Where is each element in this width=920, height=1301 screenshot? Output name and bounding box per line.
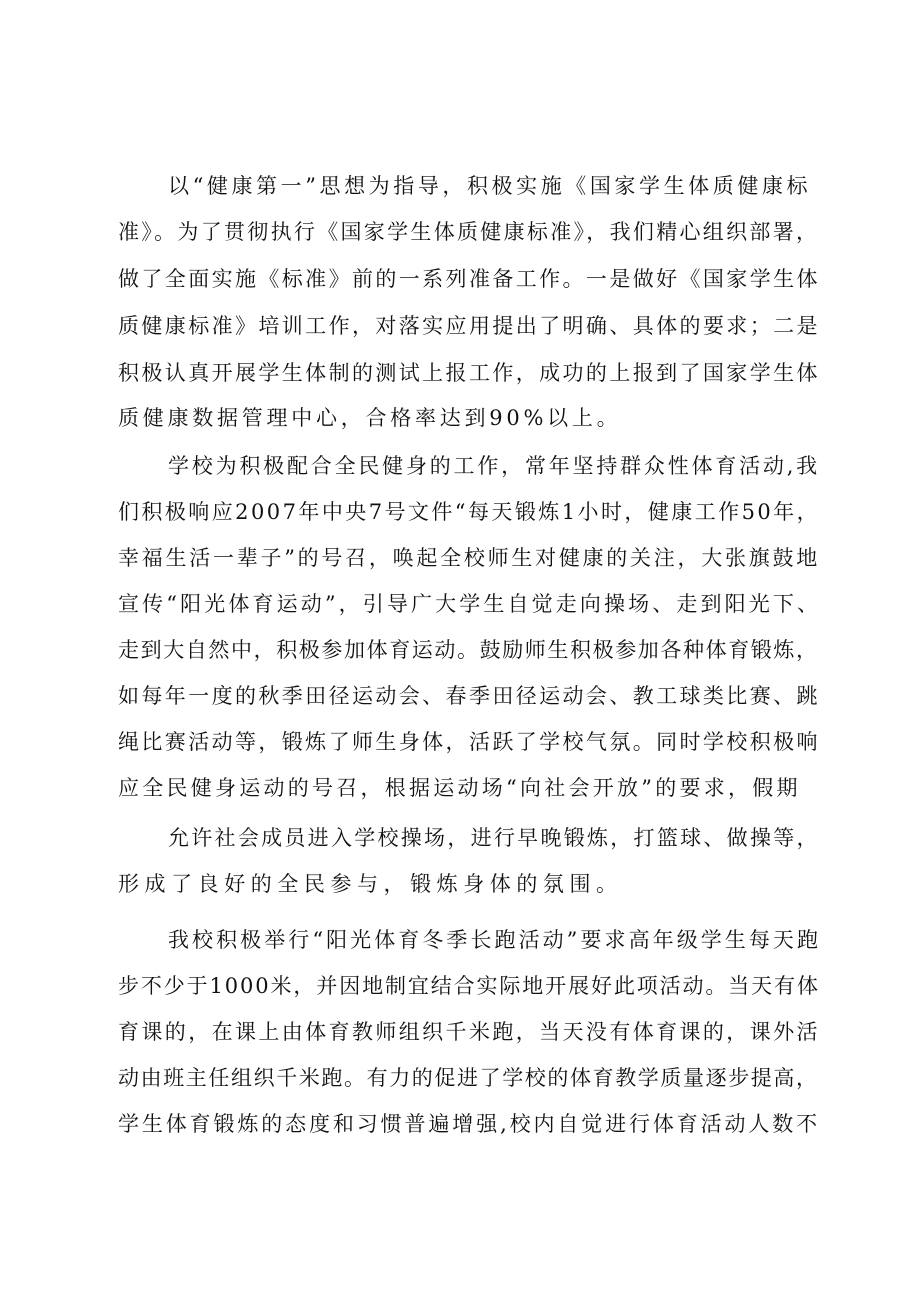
paragraph-4-line-5: 学生体育锻炼的态度和习惯普遍增强,校内自觉进行体育活动人数不 (118, 1112, 821, 1136)
paragraph-2-line-3: 幸福生活一辈子”的号召，唤起全校师生对健康的关注，大张旗鼓地 (118, 546, 820, 570)
paragraph-2-line-6: 如每年一度的秋季田径运动会、春季田径运动会、教工球类比赛、跳 (118, 684, 820, 708)
paragraph-1-line-1: 以“健康第一”思想为指导，积极实施《国家学生体质健康标 (168, 174, 812, 198)
paragraph-2-line-4: 宣传“阳光体育运动”，引导广大学生自觉走向操场、走到阳光下、 (118, 592, 822, 616)
paragraph-1-line-3: 做了全面实施《标准》前的一系列准备工作。一是做好《国家学生体 (118, 267, 820, 291)
paragraph-3-line-1: 允许社会成员进入学校操场，进行早晚锻炼，打篮球、做操等， (168, 826, 820, 850)
paragraph-2-line-7: 绳比赛活动等，锻炼了师生身体，活跃了学校气氛。同时学校积极响 (118, 730, 820, 754)
paragraph-4-line-3: 育课的，在课上由体育教师组织千米跑，当天没有体育课的，课外活 (118, 1020, 820, 1044)
paragraph-4-line-4: 动由班主任组织千米跑。有力的促进了学校的体育教学质量逐步提高， (118, 1066, 819, 1090)
paragraph-2-line-8: 应全民健身运动的号召，根据运动场“向社会开放”的要求，假期 (118, 776, 801, 800)
paragraph-2-line-5: 走到大自然中，积极参加体育运动。鼓励师生积极参加各种体育锻炼， (118, 638, 819, 662)
paragraph-4-line-2: 步不少于1000米，并因地制宜结合实际地开展好此项活动。当天有体 (118, 974, 820, 998)
paragraph-4-line-1: 我校积极举行“阳光体育冬季长跑活动”要求高年级学生每天跑 (168, 928, 822, 952)
paragraph-2-line-1: 学校为积极配合全民健身的工作，常年坚持群众性体育活动,我 (168, 454, 820, 478)
paragraph-3-line-2: 形成了良好的全民参与，锻炼身体的氛围。 (118, 872, 623, 896)
paragraph-1-line-2: 准》。为了贯彻执行《国家学生体质健康标准》，我们精心组织部署， (118, 220, 820, 244)
paragraph-1-line-6: 质健康数据管理中心，合格率达到90%以上。 (118, 406, 622, 430)
paragraph-2-line-2: 们积极响应2007年中央7号文件“每天锻炼1小时，健康工作50年， (118, 500, 821, 524)
paragraph-1-line-5: 积极认真开展学生体制的测试上报工作，成功的上报到了国家学生体 (118, 361, 820, 385)
paragraph-1-line-4: 质健康标准》培训工作，对落实应用提出了明确、具体的要求；二是 (118, 314, 820, 338)
